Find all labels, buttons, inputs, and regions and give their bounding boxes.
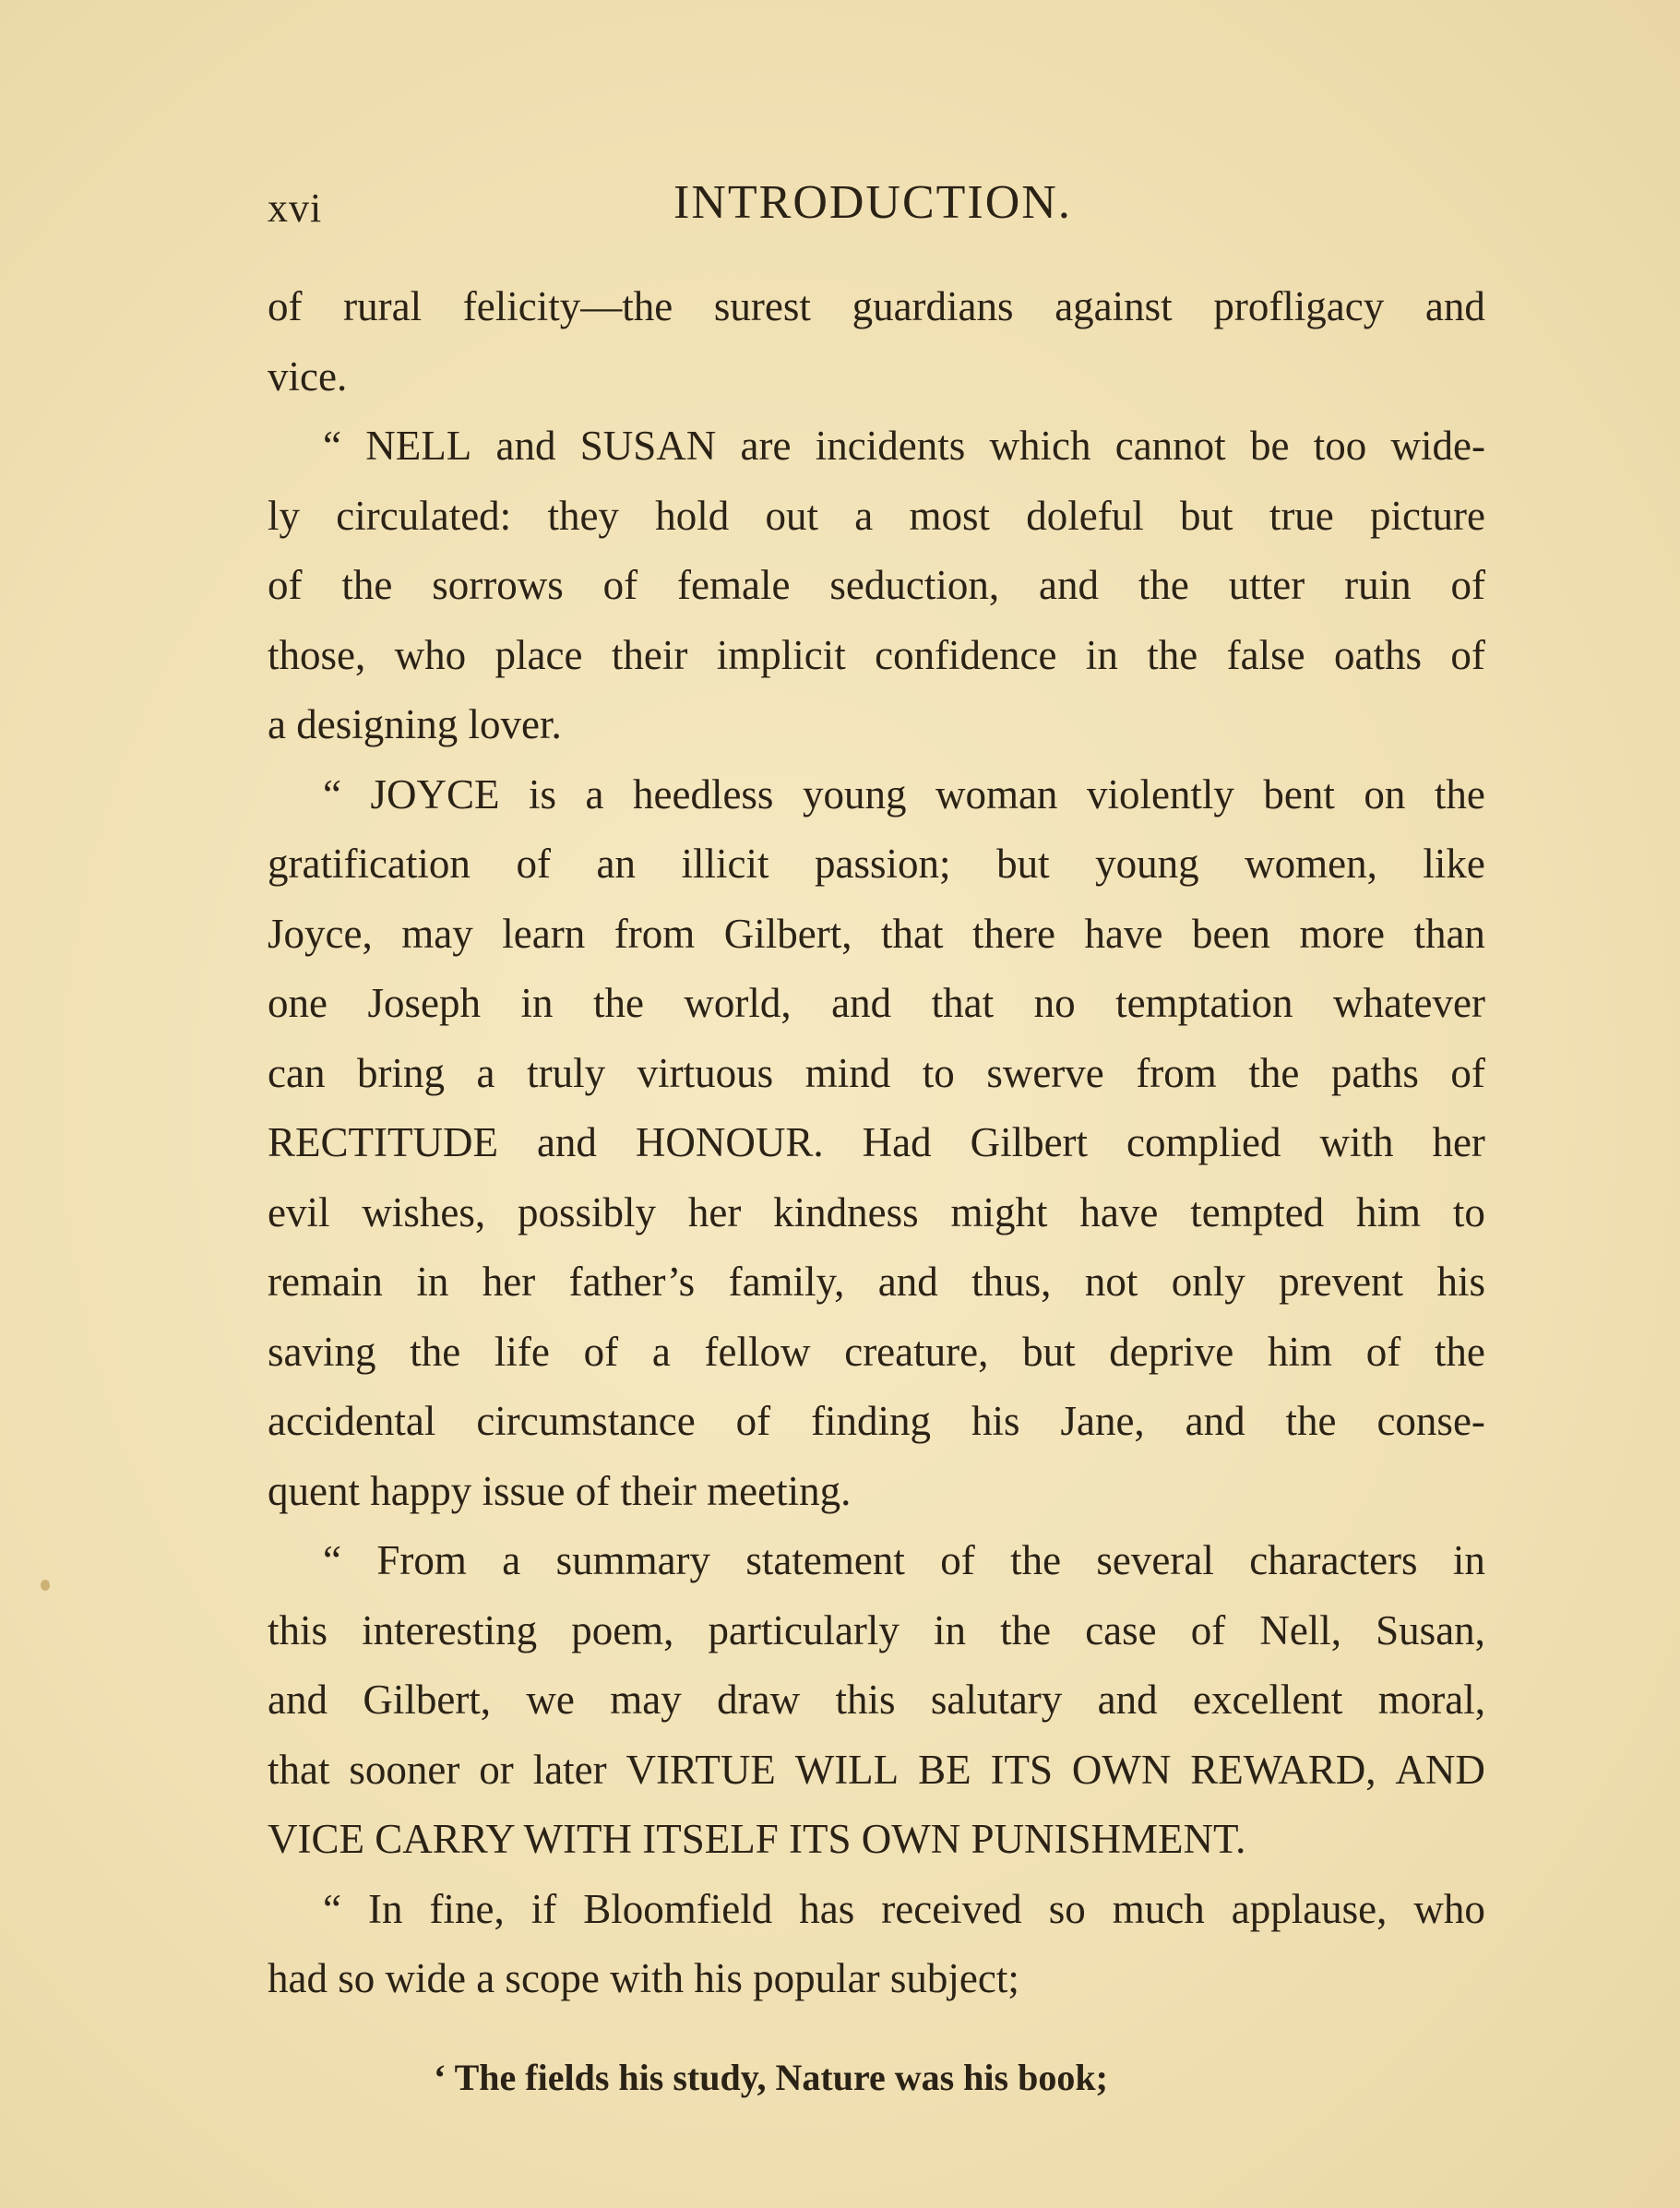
text-line: “ NELL and SUSAN are incidents which cannot be too wide- bbox=[323, 423, 1485, 469]
text-line: and Gilbert, we may draw this salutary and excellent moral, bbox=[268, 1677, 1485, 1723]
text-line: saving the life of a fellow creature, but deprive him of the bbox=[268, 1328, 1485, 1375]
text-line: accidental circumstance of finding his Jane, and the conse- bbox=[268, 1398, 1485, 1444]
text-line: those, who place their implicit confidence in the false oaths of bbox=[268, 631, 1485, 678]
text-line: remain in her father’s family, and thus, not only prevent his bbox=[268, 1259, 1485, 1305]
text-line: evil wishes, possibly her kindness might have tempted him to bbox=[268, 1188, 1485, 1235]
text-line: RECTITUDE and HONOUR. Had Gilbert complied with her bbox=[268, 1119, 1485, 1165]
text-line: ly circulated: they hold out a most doleful but true picture bbox=[268, 492, 1485, 539]
page-number: xvi bbox=[268, 185, 323, 231]
verse-quote: ‘ The fields his study, Nature was his book; bbox=[434, 2057, 1108, 2098]
text-line: a designing lover. bbox=[268, 701, 562, 747]
text-line: vice. bbox=[268, 352, 348, 400]
body-text bbox=[268, 272, 1485, 2014]
text-line: “ From a summary statement of the several characters in bbox=[323, 1537, 1485, 1583]
text-line: had so wide a scope with his popular subject; bbox=[268, 1955, 1019, 2001]
text-line: VICE CARRY WITH ITSELF ITS OWN PUNISHMENT. bbox=[268, 1816, 1246, 1862]
page-header bbox=[268, 175, 1485, 240]
text-line: of rural felicity—the surest guardians against profligacy and bbox=[268, 283, 1485, 329]
text-line: of the sorrows of female seduction, and the utter ruin of bbox=[268, 562, 1485, 608]
text-line: quent happy issue of their meeting. bbox=[268, 1467, 852, 1514]
text-line: gratification of an illicit passion; but young women, like bbox=[268, 841, 1485, 887]
paper-speck bbox=[41, 1580, 50, 1591]
text-line: this interesting poem, particularly in the case of Nell, Susan, bbox=[268, 1606, 1485, 1653]
text-line: can bring a truly virtuous mind to swerve from the paths of bbox=[268, 1049, 1485, 1096]
text-line: “ In fine, if Bloomfield has received so much applause, who bbox=[323, 1885, 1485, 1932]
running-head: INTRODUCTION. bbox=[673, 176, 1072, 229]
text-line: one Joseph in the world, and that no temptation whatever bbox=[268, 980, 1485, 1026]
text-line: Joyce, may learn from Gilbert, that there have been more than bbox=[268, 910, 1485, 957]
text-line: that sooner or later VIRTUE WILL BE ITS OWN REWARD, AND bbox=[268, 1746, 1485, 1793]
text-line: “ JOYCE is a heedless young woman violently bent on the bbox=[323, 770, 1485, 818]
